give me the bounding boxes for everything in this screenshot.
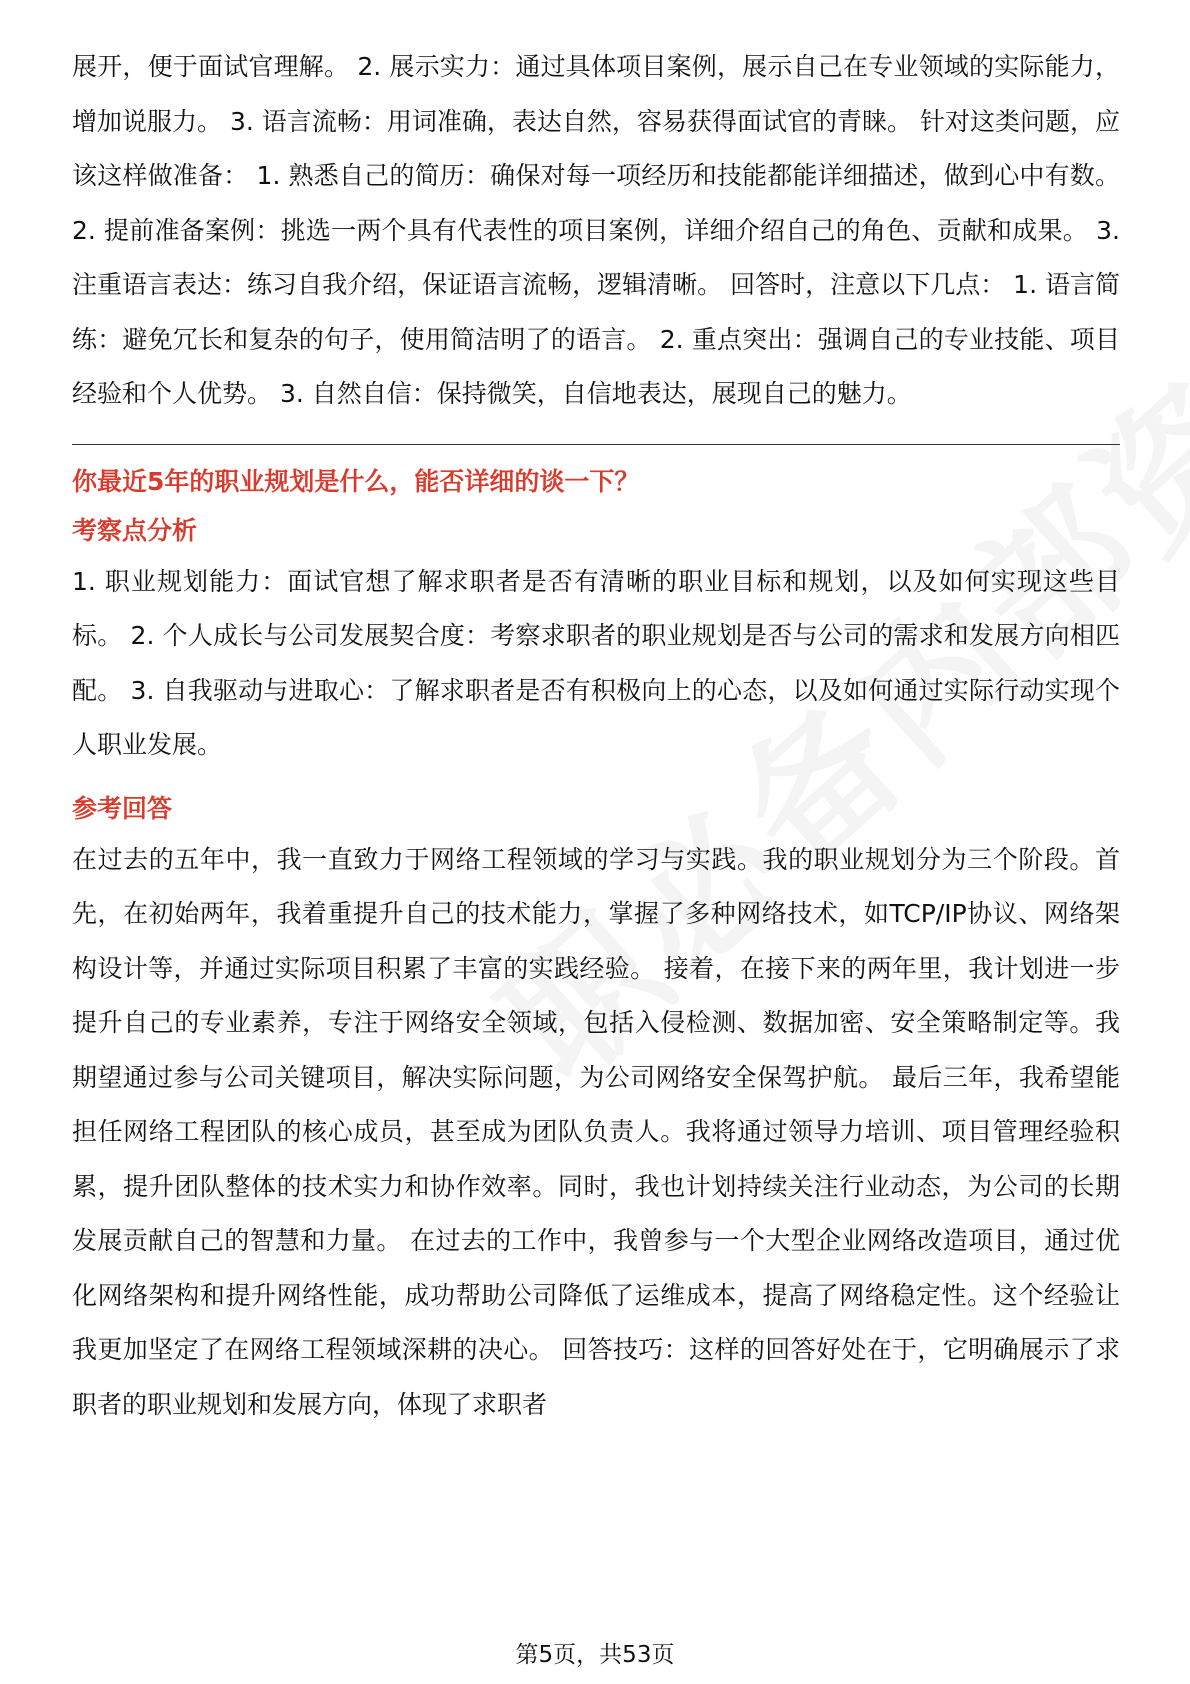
- intro-paragraph: 展开，便于面试官理解。 2. 展示实力：通过具体项目案例，展示自己在专业领域的实际能力，增加说服力。 3. 语言流畅：用词准确，表达自然，容易获得面试官的青睐。 针对这类问题，应该这样做准备： 1. 熟悉自己的简历：确保对每一项经历和技能都能详细描述，做到心中有数。 2. 提前准备案例：挑选一两个具有代表性的项目案例，详细介绍自己的角色、贡献和成果。 3. 注重语言表达：练习自我介绍，保证语言流畅，逻辑清晰。 回答时，注意以下几点： 1. 语言简练：避免冗长和复杂的句子，使用简洁明了的语言。 2. 重点突出：强调自己的专业技能、项目经验和个人优势。 3. 自然自信：保持微笑，自信地表达，展现自己的魅力。: [72, 52, 1120, 408]
- question-heading: 你最近5年的职业规划是什么，能否详细的谈一下？: [72, 466, 640, 496]
- analysis-body: 1. 职业规划能力：面试官想了解求职者是否有清晰的职业目标和规划，以及如何实现这些目标。 2. 个人成长与公司发展契合度：考察求职者的职业规划是否与公司的需求和发展方向相匹配。 3. 自我驱动与进取心：了解求职者是否有积极向上的心态，以及如何通过实际行动实现个人职业发展。: [72, 566, 1120, 759]
- page-number-footer: 第5页，共53页: [515, 1642, 675, 1668]
- answer-title: 参考回答: [72, 793, 173, 823]
- answer-body: 在过去的五年中，我一直致力于网络工程领域的学习与实践。我的职业规划分为三个阶段。首先，在初始两年，我着重提升自己的技术能力，掌握了多种网络技术，如TCP/IP协议、网络架构设计等，并通过实际项目积累了丰富的实践经验。 接着，在接下来的两年里，我计划进一步提升自己的专业素养，专注于网络安全领域，包括入侵检测、数据加密、安全策略制定等。我期望通过参与公司关键项目，解决实际问题，为公司网络安全保驾护航。 最后三年，我希望能担任网络工程团队的核心成员，甚至成为团队负责人。我将通过领导力培训、项目管理经验积累，提升团队整体的技术实力和协作效率。同时，我也计划持续关注行业动态，为公司的长期发展贡献自己的智慧和力量。 在过去的工作中，我曾参与一个大型企业网络改造项目，通过优化网络架构和提升网络性能，成功帮助公司降低了运维成本，提高了网络稳定性。这个经验让我更加坚定了在网络工程领域深耕的决心。 回答技巧：这样的回答好处在于，它明确展示了求职者的职业规划和发展方向，体现了求职者: [72, 844, 1120, 1419]
- document-page: [72, 40, 1120, 1432]
- analysis-title: 考察点分析: [72, 515, 198, 545]
- section-divider: [72, 444, 1120, 445]
